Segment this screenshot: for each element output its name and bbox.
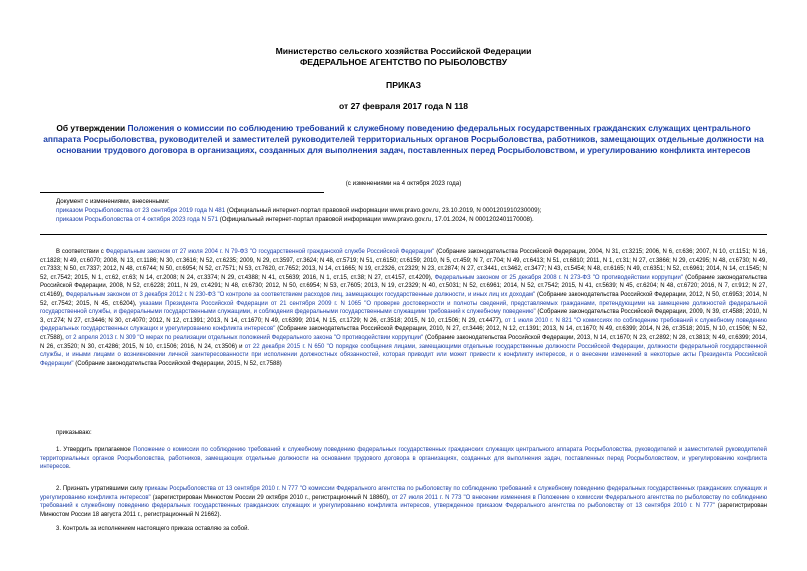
document-title bbox=[40, 123, 767, 156]
change-link-2[interactable]: приказом Росрыболовства от 4 октября 2023 года N 571 bbox=[56, 216, 219, 223]
document-type: ПРИКАЗ bbox=[386, 80, 421, 90]
change-item: приказом Росрыболовства от 23 сентября 2019 года N 481 (Официальный интернет-портал правовой информации www.pravo.gov.ru, 23.10.2019, N 0001201910230009); bbox=[56, 207, 542, 214]
law-link-79fz[interactable]: Федеральным законом от 27 июля 2004 г. N 79-ФЗ "О государственной гражданской службе Российской Федерации" bbox=[105, 249, 435, 255]
decree-link-309[interactable]: от 2 апреля 2013 г. N 309 "О мерах по реализации отдельных положений Федерального закона "О противодействии коррупции" bbox=[65, 334, 424, 341]
order-item-2: 2. Признать утратившими силу приказы Росрыболовства от 13 сентября 2010 г. N 777 "О комиссии Федерального агентства по рыболовству по соблюдению требований к служебному поведению федеральных государственных гражданских служащих и урегулированию конфликта интересов" (зарегистрирован Минюстом России 29 октября 2010 г., регистрационный N 18860), от 27 июля 2011 г. N 773 "О внесении изменения в Положение о комиссии Федерального агентства по рыболовству по соблюдению требований к служебному поведению федеральных государственных гражданских служащих и урегулированию конфликта интересов, утвержденное приказом Федерального агентства по рыболовству от 13 сентября 2010 г. N 777" (зарегистрирован Минюстом России 18 августа 2011 г., регистрационный N 21662). bbox=[40, 486, 768, 518]
orders-word: приказываю: bbox=[56, 430, 92, 436]
order-link-777[interactable]: приказы Росрыболовства от 13 сентября 2010 г. N 777 "О комиссии Федерального агентства по рыболовству по соблюдению требований к служебному поведению федеральных государственных гражданских служащих и урегулированию конфликта интересов" bbox=[40, 486, 767, 501]
change-link-1[interactable]: приказом Росрыболовства от 23 сентября 2019 года N 481 bbox=[56, 207, 226, 214]
decree-link-650[interactable]: от 22 декабря 2015 г. N 650 "О порядке сообщения лицами, замещающими отдельные государственные должности Российской Федерации, должности федеральной государственной службы, и иными лицами о возникновении личной заинтересованности при исполнении должностных обязанностей, которая приводит или может привести к конфликту интересов, и о внесении изменений в некоторые акты Президента Российской Федерации" bbox=[40, 343, 767, 367]
preamble-paragraph: В соответствии с Федеральным законом от 27 июля 2004 г. N 79-ФЗ "О государственной гражданской службе Российской Федерации" (Собрание законодательства Российской Федерации, 2004, N 31, ст.3215; 2006, N 6, ст.636; 2007, N 10, ст.1151; N 16, ст.1828; N 49, ст.6070; 2008, N 13, ст.1186; N 30, ст.3616; N 52, ст.6235; 2009, N 29, ст.3597, ст.3624; N 48, ст.5719; N 51, ст.6150; ст.6159; 2010, N 5, ст.459; N 7, ст.704; N 49, ст.6413; N 51, ст.6810; 2011, N 1, ст.31; N 27, ст.3866; N 29, ст.4295; N 48, ст.6730; N 49, ст.7333; N 50, ст.7337; 2012, N 48, ст.6744; N 50, ст.6954; N 52, ст.7571; N 53, ст.7620, ст.7652; 2013, N 14, ст.1665; N 19, ст.2326, ст.2329; N 23, ст.2874; N 27, ст.3441, ст.3462, ст.3477; N 43, ст.5454; N 48, ст.6165; N 49, ст.6351; N 52, ст.6961; 2014, N 14, ст.1545; N 52, ст.7542; 2015, N 1, ст.62, ст.63; N 14, ст.2008; N 24, ст.3374; N 29, ст.4388; N 41, ст.5639; 2016, N 1, ст.15, ст.38; N 27, ст.4157, ст.4209), Федеральным законом от 25 декабря 2008 г. N 273-ФЗ "О противодействии коррупции" (Собрание законодательства Российской Федерации, 2008, N 52, ст.6228; 2011, N 29, ст.4291; N 48, ст.6730; 2012, N 50, ст.6954; N 53, ст.7605; 2013, N 19, ст.2329; N 40, ст.5031; N 52, ст.6961; 2014, N 52, ст.7542; 2015, N 41, ст.5639; N 45, ст.6204; N 48, ст.6720; 2016, N 7, ст.912; N 27, ст.4169), Федеральным законом от 3 декабря 2012 г. N 230-ФЗ "О контроле за соответствием расходов лиц, замещающих государственные должности, и иных лиц их доходам" (Собрание законодательства Российской Федерации, 2012, N 50, ст.6953; 2014, N 52, ст.7542; 2015, N 45, ст.6204), указами Президента Российской Федерации от 21 сентября 2009 г. N 1065 "О проверке достоверности и полноты сведений, представляемых гражданами, претендующими на замещение должностей федеральной государственной службы, и федеральными государственными служащими, и соблюдения федеральными государственными служащими требований к служебному поведению" (Собрание законодательства Российской Федерации, 2009, N 39, ст.4588; 2010, N 3, ст.274; N 27, ст.3446; N 30, ст.4070; 2012, N 12, ст.1391; 2013, N 14, ст.1670; N 49, ст.6399; 2014, N 15, ст.1729; N 26, ст.3518; 2015, N 10, ст.1506; N 29, ст.4477), от 1 июля 2010 г. N 821 "О комиссиях по соблюдению требований к служебному поведению федеральных государственных служащих и урегулированию конфликта интересов" (Собрание законодательства Российской Федерации, 2010, N 27, ст.3446; 2012, N 12, ст.1391; 2013, N 14, ст.1670; N 49, ст.6399; 2014, N 26, ст.3518; 2015, N 10, ст.1506; N 52, ст.7588), от 2 апреля 2013 г. N 309 "О мерах по реализации отдельных положений Федерального закона "О противодействии коррупции" (Собрание законодательства Российской Федерации, 2013, N 14, ст.1670; N 23, ст.2892; N 28, ст.3813; N 49, ст.6399; 2014, N 26, ст.3520; N 30, ст.4286; 2015, N 10, ст.1506; 2016, N 24, ст.3506) и от 22 декабря 2015 г. N 650 "О порядке сообщения лицами, замещающими отдельные государственные должности Российской Федерации, должности федеральной государственной службы, и иными лицами о возникновении личной заинтересованности при исполнении должностных обязанностей, которая приводит или может привести к конфликту интересов, и о внесении изменений в некоторые акты Президента Российской Федерации" (Собрание законодательства Российской Федерации, 2015, N 52, ст.7588) bbox=[40, 249, 768, 367]
decree-link-1065[interactable]: указами Президента Российской Федерации от 21 сентября 2009 г. N 1065 "О проверке достоверности и полноты сведений, представляемых гражданами, претендующими на замещение должностей федеральной государственной службы, и федеральными государственными служащими, и соблюдения федеральными государственными служащими требований к служебному поведению" bbox=[40, 300, 767, 316]
title-prefix: Об утверждении bbox=[56, 123, 128, 133]
document-date-number: от 27 февраля 2017 года N 118 bbox=[338, 101, 469, 111]
decree-link-821[interactable]: от 1 июля 2010 г. N 821 "О комиссиях по соблюдению требований к служебному поведению федеральных государственных служащих и урегулированию конфликта интересов" bbox=[40, 317, 767, 333]
change-item: приказом Росрыболовства от 4 октября 2023 года N 571 (Официальный интернет-портал правовой информации www.pravo.gov.ru, 17.01.2024, N 0001202401170008). bbox=[56, 216, 534, 223]
changes-note: (с изменениями на 4 октября 2023 года) bbox=[345, 180, 462, 187]
order-link-773[interactable]: от 27 июля 2011 г. N 773 "О внесении изменения в Положение о комиссии Федерального агентства по рыболовству по соблюдению требований к служебному поведению федеральных государственных гражданских служащих и урегулированию конфликта интересов, утвержденное приказом Федерального агентства по рыболовству от 13 сентября 2010 г. N 777" bbox=[40, 494, 768, 510]
order-item-3: 3. Контроль за исполнением настоящего приказа оставляю за собой. bbox=[56, 526, 250, 532]
changes-block bbox=[56, 197, 776, 224]
changes-label: Документ с изменениями, внесенными: bbox=[56, 198, 170, 205]
ministry-name: Министерство сельского хозяйства Российской Федерации bbox=[275, 46, 532, 56]
title-link[interactable]: Положения о комиссии по соблюдению требований к служебному поведению федеральных государственных гражданских служащих центрального аппарата Росрыболовства, руководителей и заместителей руководителей территориальных органов Росрыболовства, работников, замещающих отдельные должности на основании трудового договора в организациях, созданных для выполнения задач, поставленных перед Росрыболовством, и урегулированию конфликта интересов bbox=[43, 123, 764, 155]
law-link-230fz[interactable]: Федеральным законом от 3 декабря 2012 г. N 230-ФЗ "О контроле за соответствием расходов лиц, замещающих государственные должности, и иных лиц их доходам" bbox=[65, 291, 536, 298]
divider-long bbox=[40, 234, 767, 235]
agency-name: ФЕДЕРАЛЬНОЕ АГЕНТСТВО ПО РЫБОЛОВСТВУ bbox=[299, 57, 508, 67]
regulation-link[interactable]: Положение о комиссии по соблюдению требований к служебному поведению федеральных государственных гражданских служащих центрального аппарата Росрыболовства, руководителей и заместителей руководителей территориальных органов Росрыболовства, работников, замещающих отдельные должности на основании трудового договора в организациях, созданных для выполнения задач, поставленных перед Росрыболовством, и урегулированию конфликта интересов bbox=[40, 447, 767, 471]
divider-short bbox=[40, 192, 324, 193]
law-link-273fz[interactable]: Федеральным законом от 25 декабря 2008 г. N 273-ФЗ "О противодействии коррупции" bbox=[434, 274, 683, 281]
order-item-1: 1. Утвердить прилагаемое Положение о комиссии по соблюдению требований к служебному поведению федеральных государственных гражданских служащих центрального аппарата Росрыболовства, руководителей и заместителей руководителей территориальных органов Росрыболовства, работников, замещающих отдельные должности на основании трудового договора в организациях, созданных для выполнения задач, поставленных перед Росрыболовством, и урегулированию конфликта интересов. bbox=[40, 447, 767, 471]
